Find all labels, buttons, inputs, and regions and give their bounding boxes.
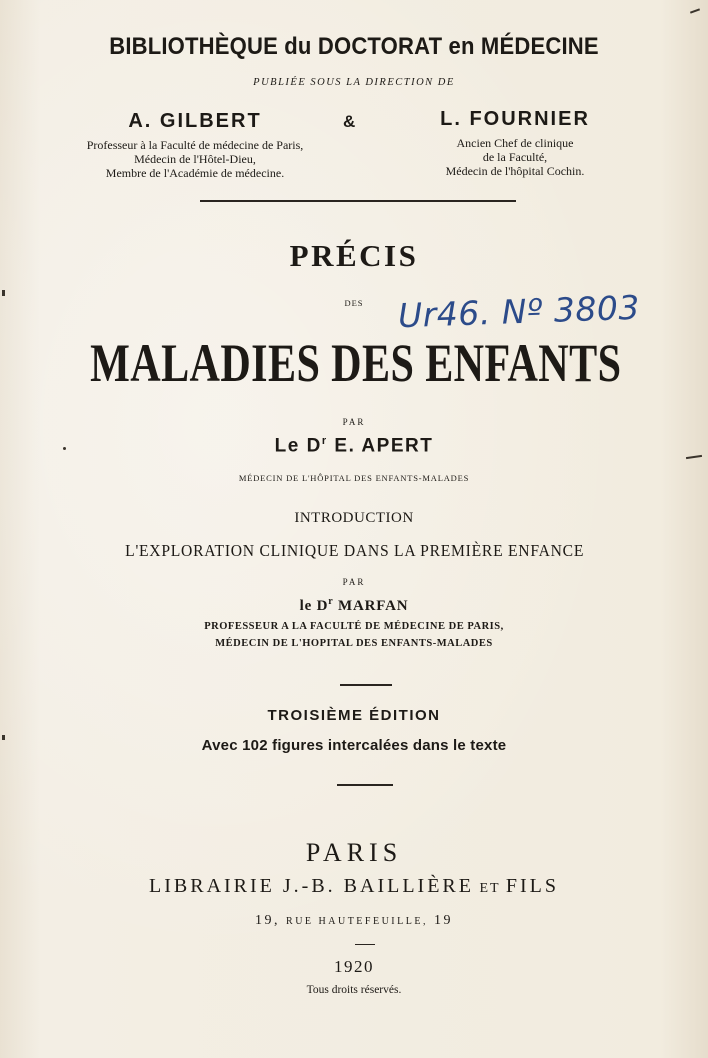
figures-note: Avec 102 figures intercalées dans le texte [201,737,507,754]
date-dash [355,944,375,945]
intro-author-role-line2: MÉDECIN DE L'HOPITAL DES ENFANTS-MALADES [215,638,493,649]
intro-author-role-line1: PROFESSEUR A LA FACULTÉ DE MÉDECINE DE PARIS, [204,621,504,632]
by-label: PAR [342,417,366,427]
editor-name-gilbert: A. GILBERT [128,110,262,132]
publisher-name: LIBRAIRIE J.-B. BAILLIÈRE [149,875,474,897]
credential-line: Médecin de l'hôpital Cochin. [445,164,585,178]
editor-name-fournier: L. FOURNIER [440,108,590,130]
rights-notice: Tous droits réservés. [306,984,402,996]
address-street: RUE HAUTEFEUILLE, [286,916,428,927]
introduction-subject: L'EXPLORATION CLINIQUE DANS LA PREMIÈRE ENFANCE [125,541,585,560]
credential-line: de la Faculté, [482,150,548,164]
imprint-address [0,913,708,929]
editors-ampersand: & [343,112,356,131]
intro-author-title-sup: r [328,596,334,607]
imprint-year: 1920 [334,957,374,976]
title-des: DES [344,298,364,308]
intro-author-surname: MARFAN [333,598,409,614]
author-prefix: Le D [274,435,322,457]
address-number: 19, [255,913,287,928]
author-surname: E. APERT [327,435,434,457]
editor-credentials-fournier [410,136,620,178]
credential-line: Membre de l'Académie de médecine. [105,166,285,180]
credential-line: Médecin de l'Hôtel-Dieu, [134,152,256,166]
address-number: 19 [427,913,453,928]
introduction-author [0,596,708,615]
credential-line: Ancien Chef de clinique [456,136,574,150]
paper-blemish [2,290,5,296]
handwritten-inventory-note: Ur46. Nº 3803 [397,287,641,336]
introduction-label: INTRODUCTION [294,510,414,526]
publisher-fils: FILS [505,875,559,897]
edition-label: TROISIÈME ÉDITION [267,707,441,724]
paper-blemish [2,735,5,740]
header-divider [200,200,516,202]
introduction-by-label: PAR [342,577,366,587]
credential-line: Professeur à la Faculté de médecine de Paris, [86,138,304,152]
author-title-sup: r [321,435,328,447]
author-name [0,435,708,457]
main-title: MALADIES DES ENFANTS [90,333,622,393]
series-title: BIBLIOTHÈQUE du DOCTORAT en MÉDECINE [109,33,599,60]
paper-blemish [690,8,700,13]
intro-author-prefix: le D [299,598,329,614]
editor-credentials-gilbert [60,138,330,180]
author-role: MÉDECIN DE L'HÔPITAL DES ENFANTS-MALADES [238,473,470,483]
publisher-et: ET [474,881,506,896]
paper-blemish [63,447,66,450]
imprint-divider [337,784,393,786]
title-precis: PRÉCIS [289,238,419,273]
section-divider [340,684,392,686]
direction-line: PUBLIÉE SOUS LA DIRECTION DE [253,77,455,88]
imprint-publisher [0,875,708,898]
imprint-city: PARIS [305,838,403,867]
